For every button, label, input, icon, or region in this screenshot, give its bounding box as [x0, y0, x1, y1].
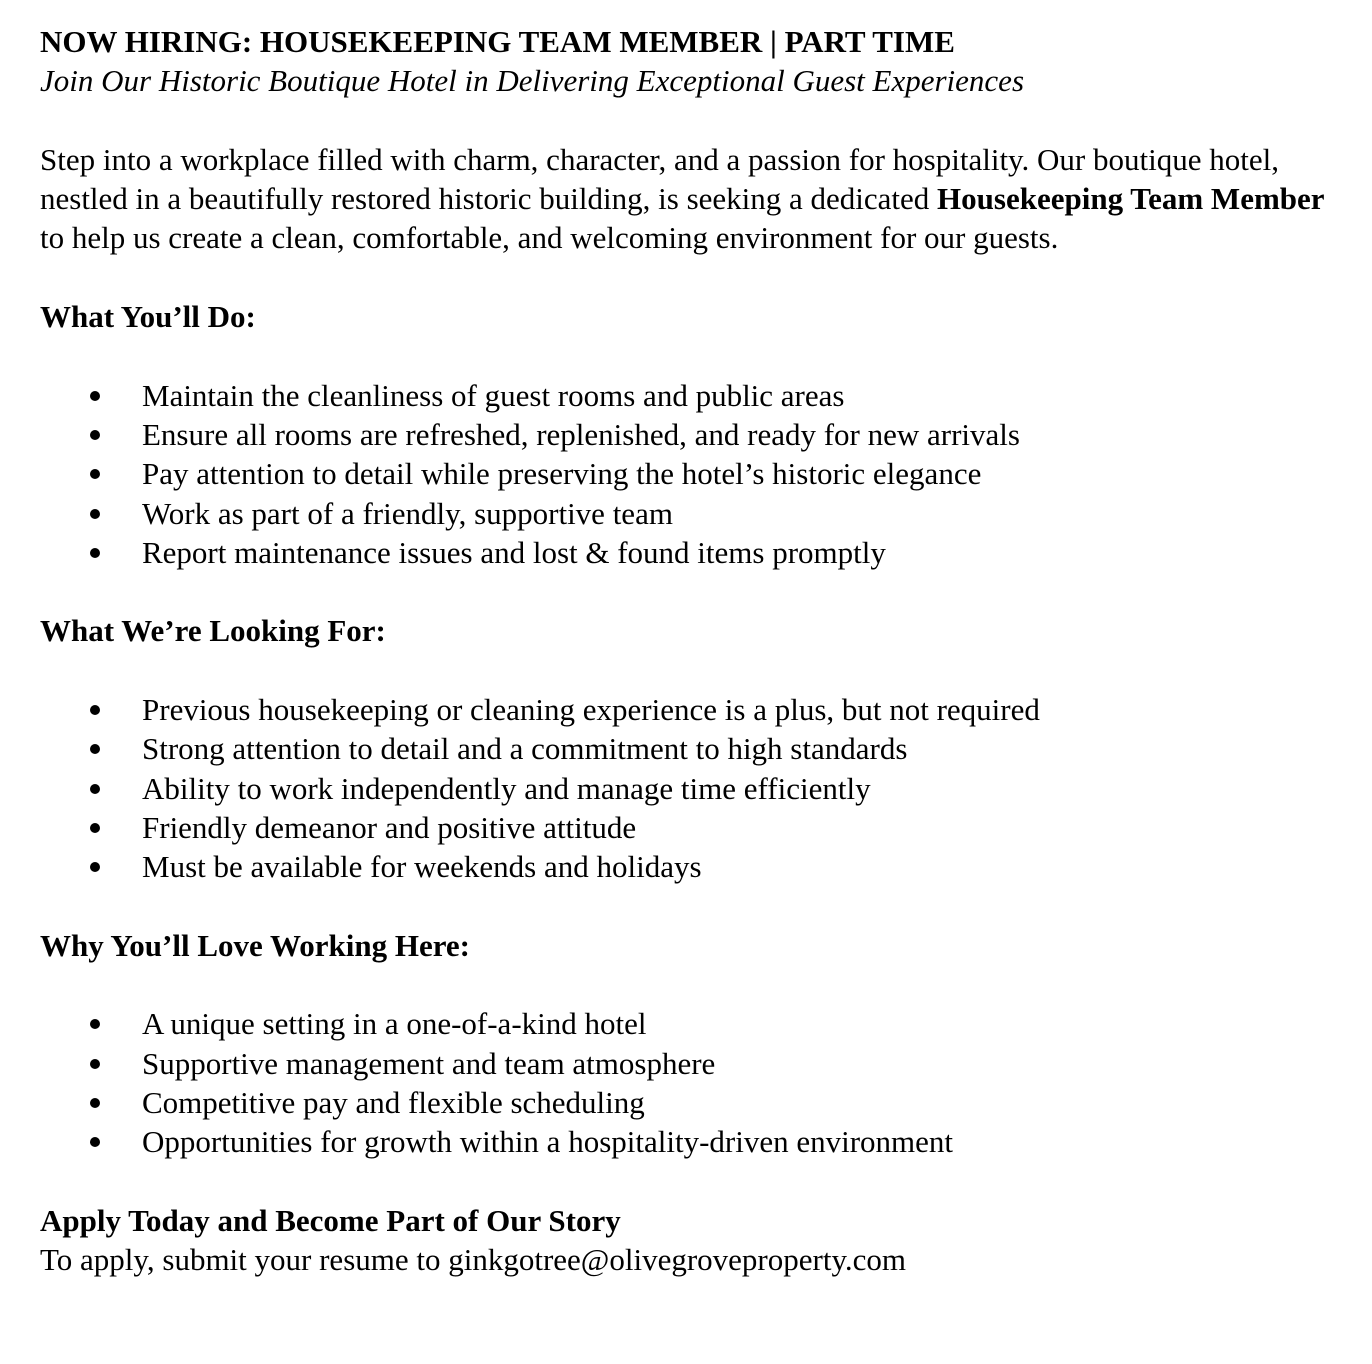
list-item-text: Must be available for weekends and holidays: [142, 849, 702, 885]
bullet-icon: [90, 1098, 100, 1108]
posting-title: NOW HIRING: HOUSEKEEPING TEAM MEMBER | PART TIME: [40, 24, 955, 59]
section-heading-requirements: What We’re Looking For:: [40, 613, 386, 649]
list-item: [40, 454, 1340, 493]
list-item: [40, 415, 1340, 454]
bullet-icon: [90, 469, 100, 479]
spacer: [40, 965, 1340, 1004]
bullet-icon: [90, 391, 100, 401]
list-item-text: Opportunities for growth within a hospitality-driven environment: [142, 1124, 954, 1160]
list-item-text: Report maintenance issues and lost & found items promptly: [142, 534, 886, 570]
intro-role-bold: Housekeeping Team Member: [937, 181, 1325, 217]
duties-list: [40, 376, 1340, 572]
list-item-text: Previous housekeeping or cleaning experience is a plus, but not required: [142, 692, 1040, 728]
intro-text-before: Step into a workplace filled with charm, character, and a passion for hospitality. Our boutique hotel, nestled in a beautifully restored historic building, is seeking a dedicated: [40, 141, 1279, 217]
bullet-icon: [90, 823, 100, 833]
spacer: [40, 651, 1340, 690]
list-item: [40, 1083, 1340, 1122]
spacer: [40, 572, 1340, 611]
bullet-icon: [90, 744, 100, 754]
intro-paragraph: [40, 140, 1340, 258]
list-item: [40, 1122, 1340, 1161]
list-item: [40, 847, 1340, 886]
section-heading-duties: What You’ll Do:: [40, 299, 256, 335]
requirements-list: [40, 690, 1340, 886]
list-item-text: Supportive management and team atmosphere: [142, 1045, 716, 1081]
list-item: [40, 376, 1340, 415]
list-item: [40, 1004, 1340, 1043]
list-item: [40, 769, 1340, 808]
bullet-icon: [90, 1059, 100, 1069]
list-item: [40, 533, 1340, 572]
list-item-text: Work as part of a friendly, supportive team: [142, 495, 673, 531]
section-heading-benefits: Why You’ll Love Working Here:: [40, 927, 471, 963]
bullet-icon: [90, 862, 100, 872]
benefits-list: [40, 1004, 1340, 1161]
list-item: [40, 494, 1340, 533]
bullet-icon: [90, 1137, 100, 1147]
list-item-text: Maintain the cleanliness of guest rooms and public areas: [142, 377, 845, 413]
list-item: [40, 690, 1340, 729]
job-posting-document: [40, 22, 1340, 1280]
list-item: [40, 729, 1340, 768]
bullet-icon: [90, 784, 100, 794]
list-item-text: Pay attention to detail while preserving the hotel’s historic elegance: [142, 456, 982, 492]
list-item-text: Ability to work independently and manage time efficiently: [142, 770, 871, 806]
intro-text-after: to help us create a clean, comfortable, and welcoming environment for our guests.: [40, 220, 1059, 256]
spacer: [40, 101, 1340, 140]
spacer: [40, 336, 1340, 375]
list-item: [40, 1044, 1340, 1083]
list-item: [40, 808, 1340, 847]
posting-subtitle: Join Our Historic Boutique Hotel in Delivering Exceptional Guest Experiences: [40, 63, 1025, 99]
bullet-icon: [90, 509, 100, 519]
bullet-icon: [90, 705, 100, 715]
list-item-text: Strong attention to detail and a commitment to high standards: [142, 731, 908, 767]
spacer: [40, 887, 1340, 926]
list-item-text: Friendly demeanor and positive attitude: [142, 809, 637, 845]
bullet-icon: [90, 548, 100, 558]
spacer: [40, 1162, 1340, 1201]
bullet-icon: [90, 1019, 100, 1029]
apply-instruction: To apply, submit your resume to ginkgotree@olivegroveproperty.com: [40, 1242, 907, 1278]
list-item-text: Ensure all rooms are refreshed, replenished, and ready for new arrivals: [142, 416, 1020, 452]
apply-heading: Apply Today and Become Part of Our Story: [40, 1202, 621, 1238]
bullet-icon: [90, 430, 100, 440]
list-item-text: Competitive pay and flexible scheduling: [142, 1085, 645, 1121]
list-item-text: A unique setting in a one-of-a-kind hotel: [142, 1006, 647, 1042]
spacer: [40, 258, 1340, 297]
